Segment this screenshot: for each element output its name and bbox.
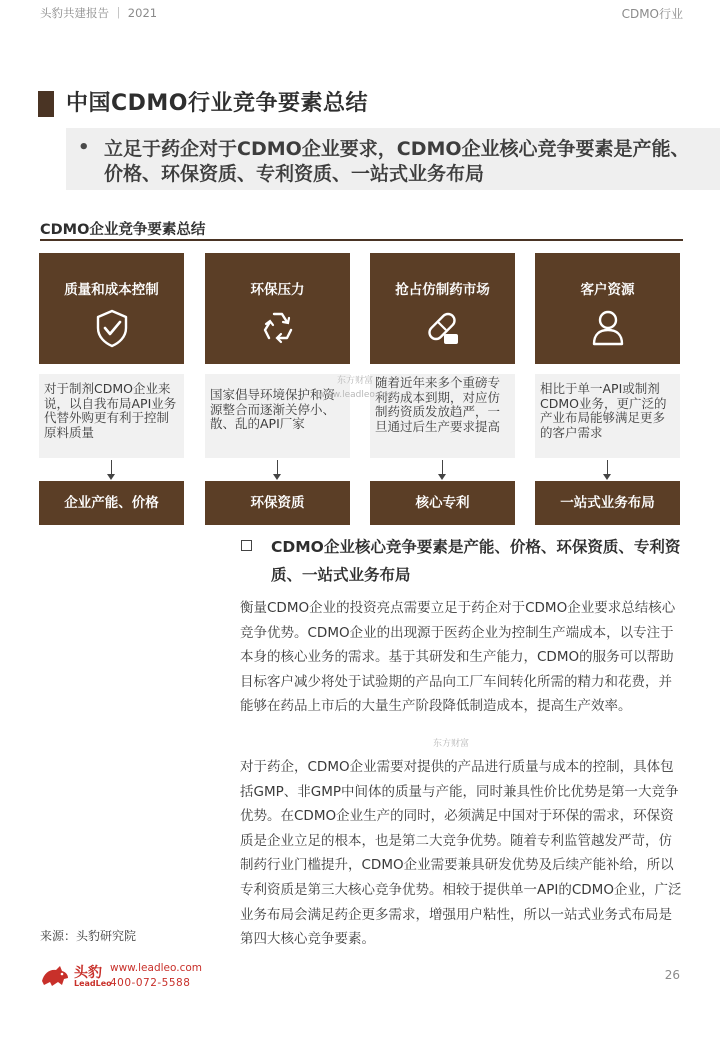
- brand-logo-en: LeadLeo: [74, 979, 112, 988]
- header-industry-label: CDMO行业: [621, 7, 683, 21]
- factor-box-customer: [535, 253, 680, 364]
- user-icon: [589, 308, 627, 348]
- factor-desc: 相比于单一API或制剂CDMO业务，更广泛的产业布局能够满足更多的客户需求: [535, 374, 680, 458]
- arrow-down-icon: [273, 474, 281, 480]
- watermark: www.leadleo.com: [318, 390, 397, 400]
- summary-bullet: •: [78, 137, 90, 158]
- checkbox-bullet-icon: [241, 540, 252, 551]
- source-note: 来源：头豹研究院: [40, 929, 137, 943]
- factor-desc: 随着近年来多个重磅专利药成本到期，对应仿制药资质发放趋严，一旦通过后生产要求提高: [370, 374, 515, 458]
- recycle-icon: [259, 308, 297, 348]
- pill-icon: [424, 308, 462, 348]
- factor-label: 客户资源: [580, 282, 635, 298]
- phone-number: 400-072-5588: [110, 977, 191, 989]
- core-heading: CDMO企业核心竞争要素是产能、价格、环保资质、专利资质、一站式业务布局: [271, 538, 681, 584]
- page-number: 26: [664, 968, 680, 982]
- factor-result: 一站式业务布局: [535, 481, 680, 525]
- factor-box-quality: [39, 253, 184, 364]
- factor-result: 核心专利: [370, 481, 515, 525]
- paragraph: 对于药企，CDMO企业需要对提供的产品进行质量与成本的控制，具体包括GMP、非GMP中间体的质量与产能，同时兼具性价比优势是第一大竞争优势。在CDMO企业生产的同时，必须满足中国对于环保的需求，环保资质是企业立足的根本，也是第二大竞争优势。随着专利监管越发严苛，仿制药行业门槛提升，CDMO企业需要兼具研发优势及后续产能补给，所以专利资质是第三大核心竞争优势。相较于提供单一API的CDMO企业，广泛业务布局会满足药企更多需求，增强用户粘性，所以一站式业务式布局是第四大核心竞争要素。: [240, 759, 682, 948]
- factor-label: 环保压力: [250, 282, 305, 298]
- arrow-down-icon: [603, 474, 611, 480]
- arrow-down-icon: [107, 474, 115, 480]
- watermark: 东方财富: [337, 376, 374, 386]
- factor-result: 环保资质: [205, 481, 350, 525]
- arrow-down-icon: [438, 474, 446, 480]
- factor-desc: 对于制剂CDMO企业来说，以自我布局API业务代替外购更有利于控制原料质量: [39, 374, 184, 458]
- section-title: CDMO企业竞争要素总结: [40, 222, 206, 238]
- website-link[interactable]: www.leadleo.com: [110, 962, 202, 974]
- factor-result: 企业产能、价格: [39, 481, 184, 525]
- header-report-label: 头豹共建报告 ｜ 2021: [40, 6, 158, 20]
- shield-check-icon: [93, 308, 131, 348]
- summary-text: 立足于药企对于CDMO企业要求，CDMO企业核心竞争要素是产能、价格、环保资质、专利资质、一站式业务布局: [104, 138, 690, 185]
- factor-desc: 国家倡导环境保护和资源整合而逐渐关停小、散、乱的API厂家: [205, 374, 350, 458]
- factor-box-environment: [205, 253, 350, 364]
- title-accent-bar: [38, 91, 54, 117]
- paragraph: 衡量CDMO企业的投资亮点需要立足于药企对于CDMO企业要求总结核心竞争优势。CDMO企业的出现源于医药企业为控制生产端成本，以专注于本身的核心业务的需求。基于其研发和生产能力，CDMO的服务可以帮助目标客户减少将处于试验期的产品向工厂车间转化所需的精力和花费，并能够在药品上市后的大量生产阶段降低制造成本，提高生产效率。: [240, 600, 676, 715]
- brand-logo-text: 头豹: [74, 965, 102, 981]
- page-title: 中国CDMO行业竞争要素总结: [66, 91, 369, 116]
- watermark: 东方财富: [433, 739, 470, 749]
- factor-label: 抢占仿制药市场: [395, 282, 490, 298]
- leopard-logo-icon: [40, 963, 70, 989]
- factor-label: 质量和成本控制: [64, 282, 159, 298]
- factor-box-generic-market: [370, 253, 515, 364]
- section-divider: [40, 239, 683, 241]
